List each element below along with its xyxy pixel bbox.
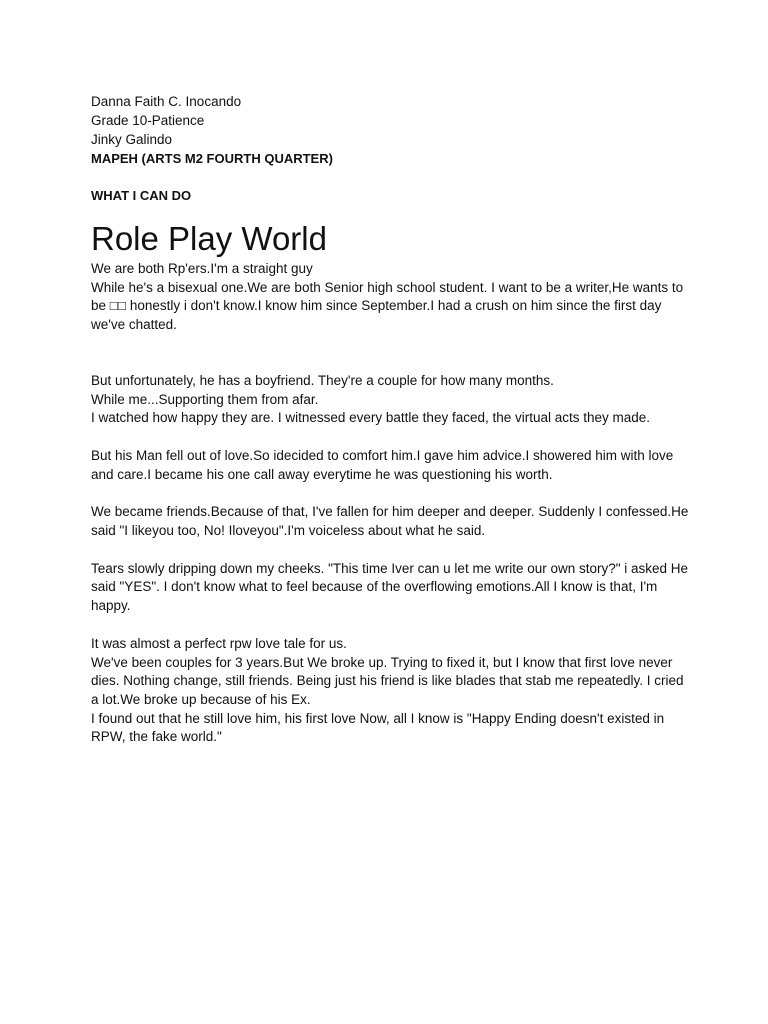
paragraph-1 [91, 260, 691, 335]
student-name: Danna Faith C. Inocando [91, 94, 242, 109]
teacher-name: Jinky Galindo [91, 132, 173, 147]
grade-section: Grade 10-Patience [91, 113, 205, 128]
paragraph-line: While he's a bisexual one.We are both Senior high school student. I want to be a writer,He wants to be □□ honestly i don't know.I know him since September.I had a crush on him since the first day we've chatted. [91, 279, 684, 333]
document-page [91, 92, 691, 747]
paragraph-line: Tears slowly dripping down my cheeks. "This time Iver can u let me write our own story?" i asked He said "YES". I don't know what to feel because of the overflowing emotions.All I know is that, I'm happy. [91, 560, 689, 614]
paragraph-line: It was almost a perfect rpw love tale for us. [91, 635, 347, 651]
document-title: Role Play World [91, 220, 327, 257]
paragraph-line: While me...Supporting them from afar. [91, 391, 319, 407]
paragraph-line: We are both Rp'ers.I'm a straight guy [91, 261, 313, 276]
paragraph-line: I watched how happy they are. I witnessed every battle they faced, the virtual acts they made. [91, 410, 651, 426]
section-label: WHAT I CAN DO [91, 188, 192, 203]
paragraph-2 [91, 372, 691, 428]
paragraph-6 [91, 635, 691, 747]
paragraph-3 [91, 447, 691, 484]
paragraph-line: But unfortunately, he has a boyfriend. They're a couple for how many months. [91, 372, 554, 388]
paragraph-line: We've been couples for 3 years.But We broke up. Trying to fixed it, but I know that first love never dies. Nothing change, still friends. Being just his friend is like blades that stab me repeatedly. I cried a lot.We broke up because of his Ex. [91, 654, 684, 707]
paragraph-line: We became friends.Because of that, I've fallen for him deeper and deeper. Suddenly I confessed.He said "I likeyou too, No! Iloveyou".I'm voiceless about what he said. [91, 504, 689, 539]
paragraph-5 [91, 560, 691, 616]
paragraph-line: I found out that he still love him, his first love Now, all I know is "Happy Ending doesn't existed in RPW, the fake world." [91, 710, 665, 745]
paragraph-4 [91, 503, 691, 540]
document-body [91, 260, 691, 747]
paragraph-line: But his Man fell out of love.So idecided to comfort him.I gave him advice.I showered him with love and care.I became his one call away everytime he was questioning his worth. [91, 447, 674, 482]
subject-heading: MAPEH (ARTS M2 FOURTH QUARTER) [91, 151, 333, 166]
document-header [91, 92, 691, 168]
